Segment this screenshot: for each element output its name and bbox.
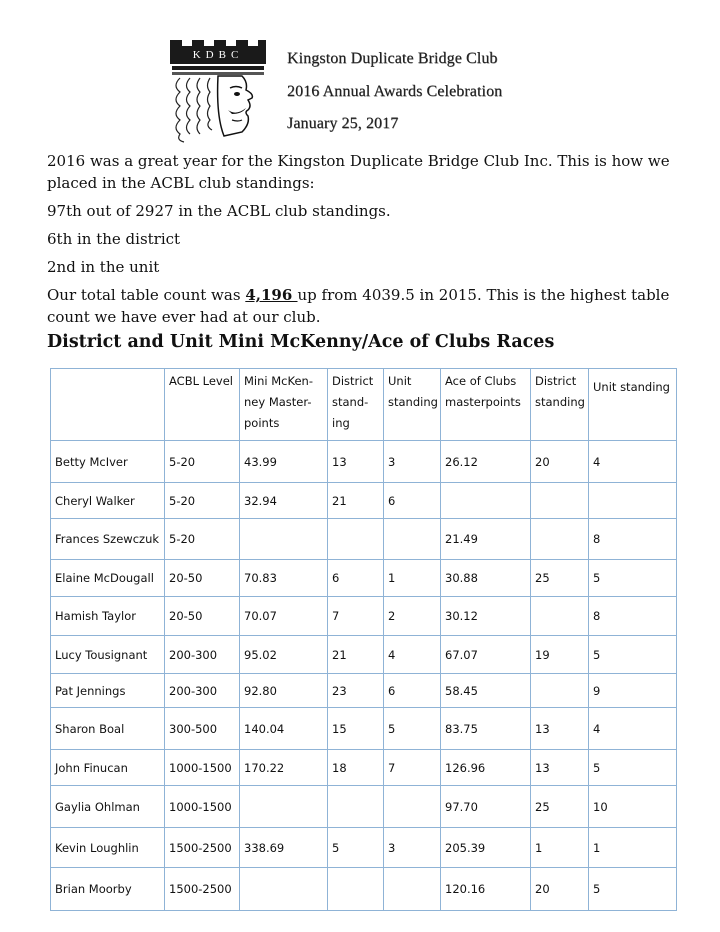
cell-district-2: 1 [531, 828, 589, 868]
cell-unit-1: 6 [384, 483, 441, 519]
cell-name: Betty McIver [51, 441, 165, 483]
cell-mini-points [240, 868, 328, 911]
cell-ace-points: 21.49 [441, 519, 531, 560]
table-row [51, 560, 677, 597]
cell-district-1: 15 [328, 708, 384, 750]
cell-ace-points: 97.70 [441, 786, 531, 828]
table-row [51, 786, 677, 828]
cell-name: Kevin Loughlin [51, 828, 165, 868]
cell-mini-points: 70.83 [240, 560, 328, 597]
header-unit-standing-2-label: Unit standing [593, 380, 670, 394]
table-row [51, 708, 677, 750]
cell-unit-1: 6 [384, 674, 441, 708]
cell-name: Cheryl Walker [51, 483, 165, 519]
cell-name: Gaylia Ohlman [51, 786, 165, 828]
cell-name: Brian Moorby [51, 868, 165, 911]
cell-district-1 [328, 786, 384, 828]
cell-unit-2: 4 [589, 708, 677, 750]
cell-district-1: 21 [328, 636, 384, 674]
cell-district-1: 21 [328, 483, 384, 519]
table-row [51, 828, 677, 868]
header-district-standing-1: District stand-ing [328, 369, 384, 441]
cell-unit-1: 3 [384, 441, 441, 483]
cell-unit-1: 3 [384, 828, 441, 868]
cell-district-1 [328, 519, 384, 560]
cell-district-1 [328, 868, 384, 911]
cell-level: 1500-2500 [165, 828, 240, 868]
cell-ace-points: 58.45 [441, 674, 531, 708]
cell-mini-points: 70.07 [240, 597, 328, 636]
cell-district-1: 5 [328, 828, 384, 868]
cell-mini-points: 338.69 [240, 828, 328, 868]
cell-unit-2: 4 [589, 441, 677, 483]
cell-district-2: 13 [531, 750, 589, 786]
document-header [0, 0, 720, 150]
cell-name: John Finucan [51, 750, 165, 786]
cell-level: 5-20 [165, 519, 240, 560]
races-table [50, 368, 677, 911]
cell-unit-1: 7 [384, 750, 441, 786]
cell-unit-2: 1 [589, 828, 677, 868]
cell-name: Hamish Taylor [51, 597, 165, 636]
header-name [51, 369, 165, 441]
cell-unit-2: 10 [589, 786, 677, 828]
cell-level: 1500-2500 [165, 868, 240, 911]
cell-district-1: 23 [328, 674, 384, 708]
cell-ace-points: 205.39 [441, 828, 531, 868]
header-ace-of-clubs: Ace of Clubs masterpoints [441, 369, 531, 441]
cell-level: 1000-1500 [165, 750, 240, 786]
cell-level: 300-500 [165, 708, 240, 750]
cell-district-2 [531, 597, 589, 636]
cell-district-1: 18 [328, 750, 384, 786]
club-name: Kingston Duplicate Bridge Club [287, 50, 498, 67]
cell-district-1: 7 [328, 597, 384, 636]
cell-district-2: 25 [531, 786, 589, 828]
unit-standing: 2nd in the unit [47, 258, 160, 276]
cell-unit-2: 8 [589, 597, 677, 636]
table-count-suffix: up from 4039.5 in 2015. This is the highest table count we have ever had at our club. [47, 286, 670, 326]
cell-name: Sharon Boal [51, 708, 165, 750]
cell-level: 1000-1500 [165, 786, 240, 828]
cell-level: 20-50 [165, 560, 240, 597]
cell-ace-points: 126.96 [441, 750, 531, 786]
kdbc-king-logo [168, 36, 268, 144]
acbl-standing: 97th out of 2927 in the ACBL club standings. [47, 202, 391, 220]
cell-unit-1: 4 [384, 636, 441, 674]
header-unit-standing-2 [589, 369, 677, 441]
table-row [51, 441, 677, 483]
cell-mini-points: 43.99 [240, 441, 328, 483]
cell-unit-1 [384, 519, 441, 560]
table-row [51, 674, 677, 708]
cell-name: Pat Jennings [51, 674, 165, 708]
cell-name: Frances Szewczuk [51, 519, 165, 560]
section-title: District and Unit Mini McKenny/Ace of Clubs Races [47, 332, 555, 352]
cell-name: Lucy Tousignant [51, 636, 165, 674]
cell-mini-points [240, 519, 328, 560]
cell-mini-points: 95.02 [240, 636, 328, 674]
cell-unit-1: 5 [384, 708, 441, 750]
logo-letters: KDBC [192, 49, 244, 61]
cell-unit-2: 5 [589, 560, 677, 597]
cell-level: 200-300 [165, 636, 240, 674]
cell-mini-points: 170.22 [240, 750, 328, 786]
header-acbl-level: ACBL Level [165, 369, 240, 441]
header-mini-mckenney: Mini McKen-ney Master-points [240, 369, 328, 441]
cell-unit-1 [384, 868, 441, 911]
cell-district-2: 25 [531, 560, 589, 597]
cell-district-2: 20 [531, 868, 589, 911]
cell-ace-points: 30.12 [441, 597, 531, 636]
cell-district-2: 13 [531, 708, 589, 750]
cell-unit-2: 9 [589, 674, 677, 708]
table-header-row [51, 369, 677, 441]
cell-unit-2 [589, 483, 677, 519]
table-row [51, 519, 677, 560]
cell-unit-2: 5 [589, 868, 677, 911]
cell-ace-points: 67.07 [441, 636, 531, 674]
header-unit-standing-1: Unit standing [384, 369, 441, 441]
cell-level: 20-50 [165, 597, 240, 636]
table-row [51, 868, 677, 911]
table-count-prefix: Our total table count was [47, 286, 246, 304]
cell-level: 5-20 [165, 441, 240, 483]
table-row [51, 597, 677, 636]
table-row [51, 636, 677, 674]
cell-mini-points: 32.94 [240, 483, 328, 519]
cell-ace-points: 120.16 [441, 868, 531, 911]
cell-mini-points: 140.04 [240, 708, 328, 750]
district-standing: 6th in the district [47, 230, 181, 248]
cell-unit-1: 2 [384, 597, 441, 636]
cell-district-2 [531, 519, 589, 560]
cell-ace-points: 83.75 [441, 708, 531, 750]
cell-mini-points [240, 786, 328, 828]
cell-unit-2: 5 [589, 636, 677, 674]
intro-paragraph: 2016 was a great year for the Kingston Duplicate Bridge Club Inc. This is how we placed in the ACBL club standings: [47, 152, 670, 192]
cell-mini-points: 92.80 [240, 674, 328, 708]
cell-unit-1 [384, 786, 441, 828]
cell-district-2 [531, 674, 589, 708]
table-count-paragraph [47, 284, 677, 328]
event-date: January 25, 2017 [287, 115, 399, 132]
header-district-standing-2: District standing [531, 369, 589, 441]
cell-level: 5-20 [165, 483, 240, 519]
cell-level: 200-300 [165, 674, 240, 708]
cell-district-1: 13 [328, 441, 384, 483]
table-count-total: 4,196 [245, 286, 298, 304]
table-row [51, 483, 677, 519]
table-row [51, 750, 677, 786]
cell-unit-2: 5 [589, 750, 677, 786]
event-title: 2016 Annual Awards Celebration [287, 83, 503, 100]
cell-unit-2: 8 [589, 519, 677, 560]
cell-unit-1: 1 [384, 560, 441, 597]
cell-ace-points: 30.88 [441, 560, 531, 597]
cell-ace-points [441, 483, 531, 519]
cell-district-1: 6 [328, 560, 384, 597]
cell-district-2: 19 [531, 636, 589, 674]
cell-district-2 [531, 483, 589, 519]
cell-ace-points: 26.12 [441, 441, 531, 483]
cell-district-2: 20 [531, 441, 589, 483]
cell-name: Elaine McDougall [51, 560, 165, 597]
